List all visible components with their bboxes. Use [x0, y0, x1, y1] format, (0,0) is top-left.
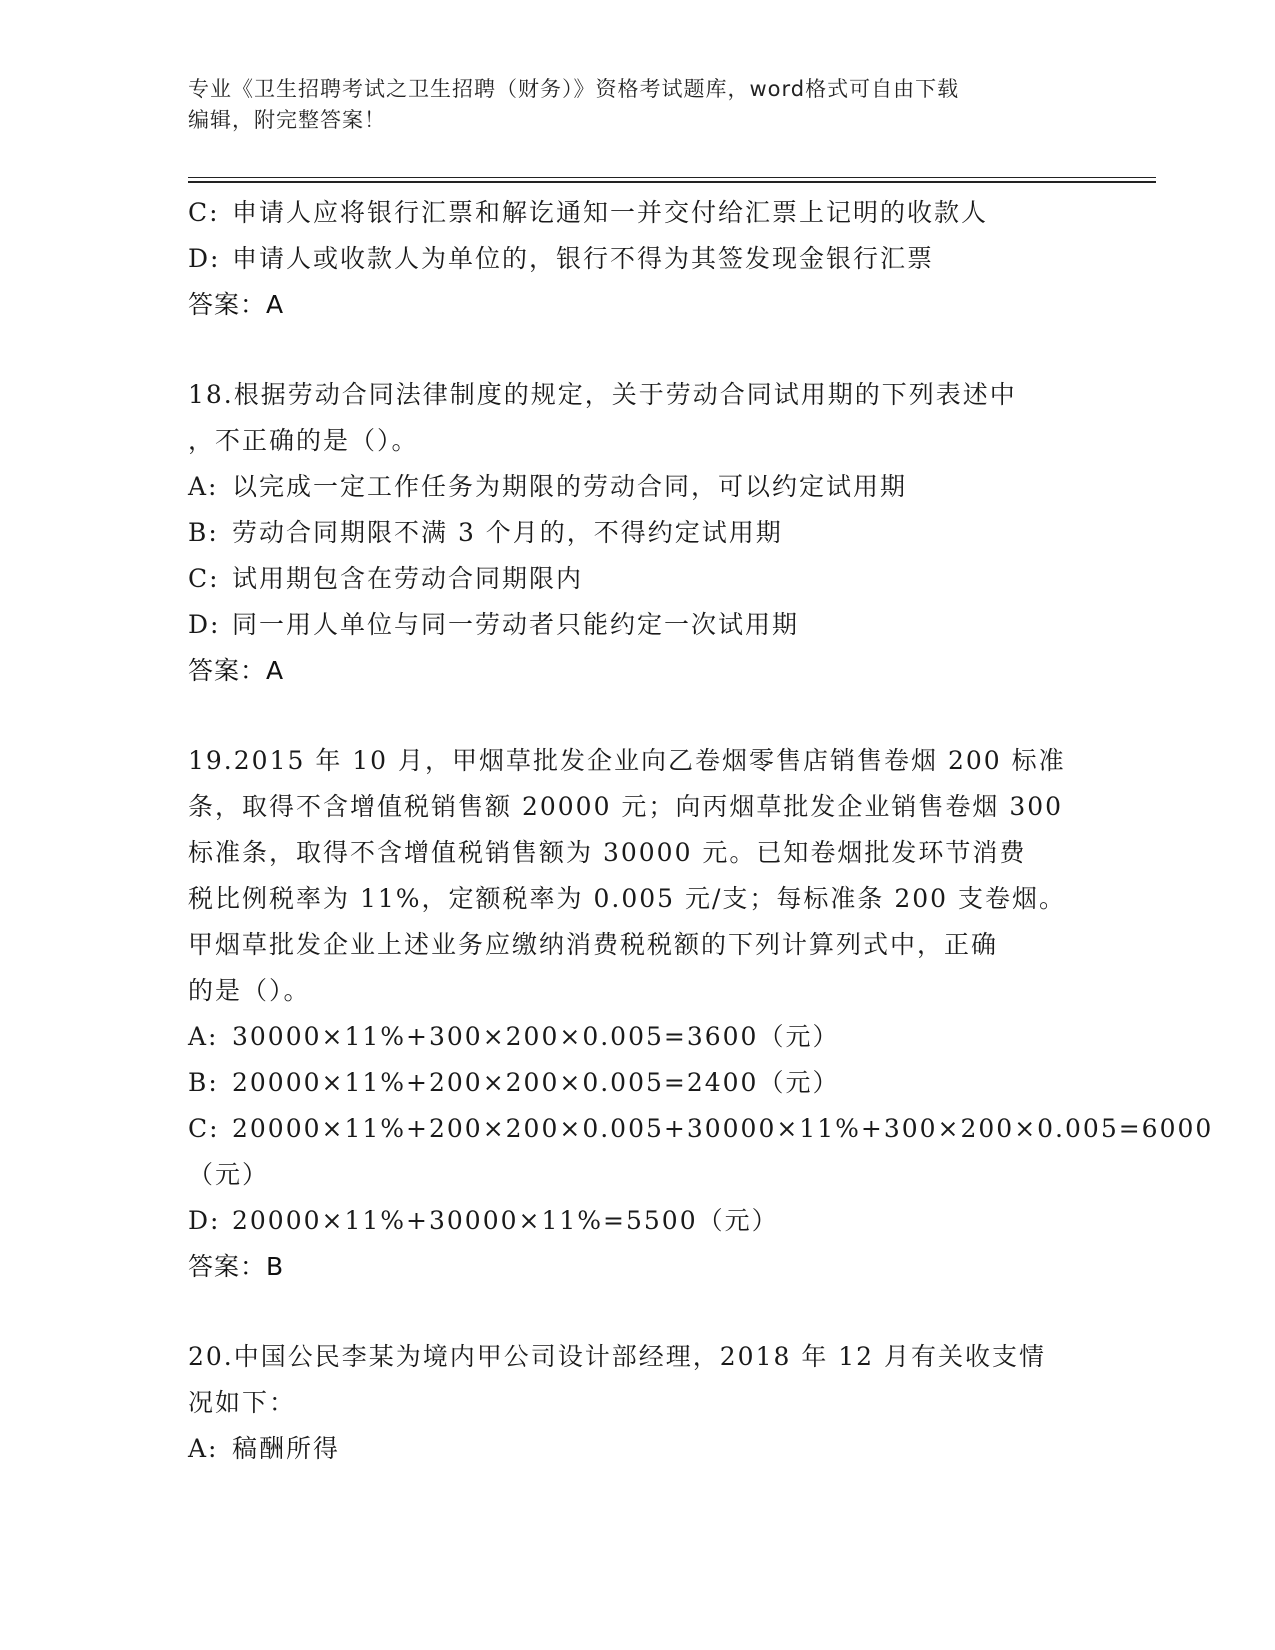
- option-text: 申请人应将银行汇票和解讫通知一并交付给汇票上记明的收款人: [232, 198, 989, 227]
- option-a: [188, 1426, 1088, 1472]
- option-text: 以完成一定工作任务为期限的劳动合同，可以约定试用期: [232, 472, 908, 501]
- option-key: B:: [188, 518, 219, 547]
- option-key: A:: [188, 1022, 219, 1051]
- option-text: 同一用人单位与同一劳动者只能约定一次试用期: [232, 610, 800, 639]
- option-text: 20000×11%+200×200×0.005+30000×11%+300×200×0.005=6000: [232, 1114, 1214, 1143]
- question-18: [188, 372, 1088, 694]
- option-c: [188, 1106, 1214, 1152]
- option-d: [188, 602, 1088, 648]
- spacer: [188, 1290, 1088, 1334]
- question-17-tail: [188, 190, 1088, 328]
- option-key: C:: [188, 198, 220, 227]
- option-c: [188, 190, 1088, 236]
- option-c-cont: [188, 1152, 1088, 1198]
- answer-line: 答案：A: [188, 656, 285, 685]
- option-d: [188, 236, 1088, 282]
- option-text: 30000×11%+300×200×0.005=3600（元）: [232, 1022, 840, 1051]
- option-b: [188, 1060, 1088, 1106]
- spacer: [188, 694, 1088, 738]
- option-key: D:: [188, 244, 221, 273]
- option-d: [188, 1198, 1088, 1244]
- question-stem-cont: ，不正确的是（）。: [188, 426, 419, 455]
- option-text: 申请人或收款人为单位的，银行不得为其签发现金银行汇票: [232, 244, 935, 273]
- header-line-2: 编辑，附完整答案！: [188, 108, 386, 132]
- page-header: [188, 74, 1088, 136]
- option-key: A:: [188, 1434, 219, 1463]
- header-rule-thick: [188, 181, 1156, 183]
- question-stem-cont: 的是（）。: [188, 976, 311, 1005]
- option-key: A:: [188, 472, 219, 501]
- header-line-1: 专业《卫生招聘考试之卫生招聘（财务）》资格考试题库，word格式可自由下载: [188, 77, 960, 101]
- question-19: [188, 738, 1214, 1290]
- option-text: 试用期包含在劳动合同期限内: [232, 564, 584, 593]
- option-key: D:: [188, 1206, 221, 1235]
- question-stem: 20.中国公民李某为境内甲公司设计部经理，2018 年 12 月有关收支情: [188, 1342, 1047, 1371]
- answer-line: 答案：B: [188, 1252, 285, 1281]
- question-stem-cont: 条，取得不含增值税销售额 20000 元；向丙烟草批发企业销售卷烟 300: [188, 792, 1064, 821]
- option-key: C:: [188, 1114, 220, 1143]
- question-stem-cont: 况如下：: [188, 1388, 297, 1417]
- option-text: 劳动合同期限不满 3 个月的，不得约定试用期: [232, 518, 783, 547]
- option-text: 稿酬所得: [232, 1434, 341, 1463]
- spacer: [188, 328, 1088, 372]
- question-stem: 18.根据劳动合同法律制度的规定，关于劳动合同试用期的下列表述中: [188, 380, 1017, 409]
- question-stem-cont: 税比例税率为 11%，定额税率为 0.005 元/支；每标准条 200 支卷烟。: [188, 884, 1067, 913]
- option-key: C:: [188, 564, 220, 593]
- answer-line: 答案：A: [188, 290, 285, 319]
- option-a: [188, 1014, 1088, 1060]
- option-key: D:: [188, 610, 221, 639]
- option-text: （元）: [188, 1160, 270, 1189]
- option-text: 20000×11%+30000×11%=5500（元）: [232, 1206, 779, 1235]
- question-content: [188, 190, 1214, 1472]
- option-b: [188, 510, 1088, 556]
- option-text: 20000×11%+200×200×0.005=2400（元）: [232, 1068, 840, 1097]
- option-c: [188, 556, 1088, 602]
- option-key: B:: [188, 1068, 219, 1097]
- question-stem-cont: 标准条，取得不含增值税销售额为 30000 元。已知卷烟批发环节消费: [188, 838, 1027, 867]
- question-20: [188, 1334, 1088, 1472]
- option-a: [188, 464, 1088, 510]
- question-stem: 19.2015 年 10 月，甲烟草批发企业向乙卷烟零售店销售卷烟 200 标准: [188, 746, 1066, 775]
- header-rule-thin: [188, 177, 1156, 178]
- question-stem-cont: 甲烟草批发企业上述业务应缴纳消费税税额的下列计算列式中，正确: [188, 930, 999, 959]
